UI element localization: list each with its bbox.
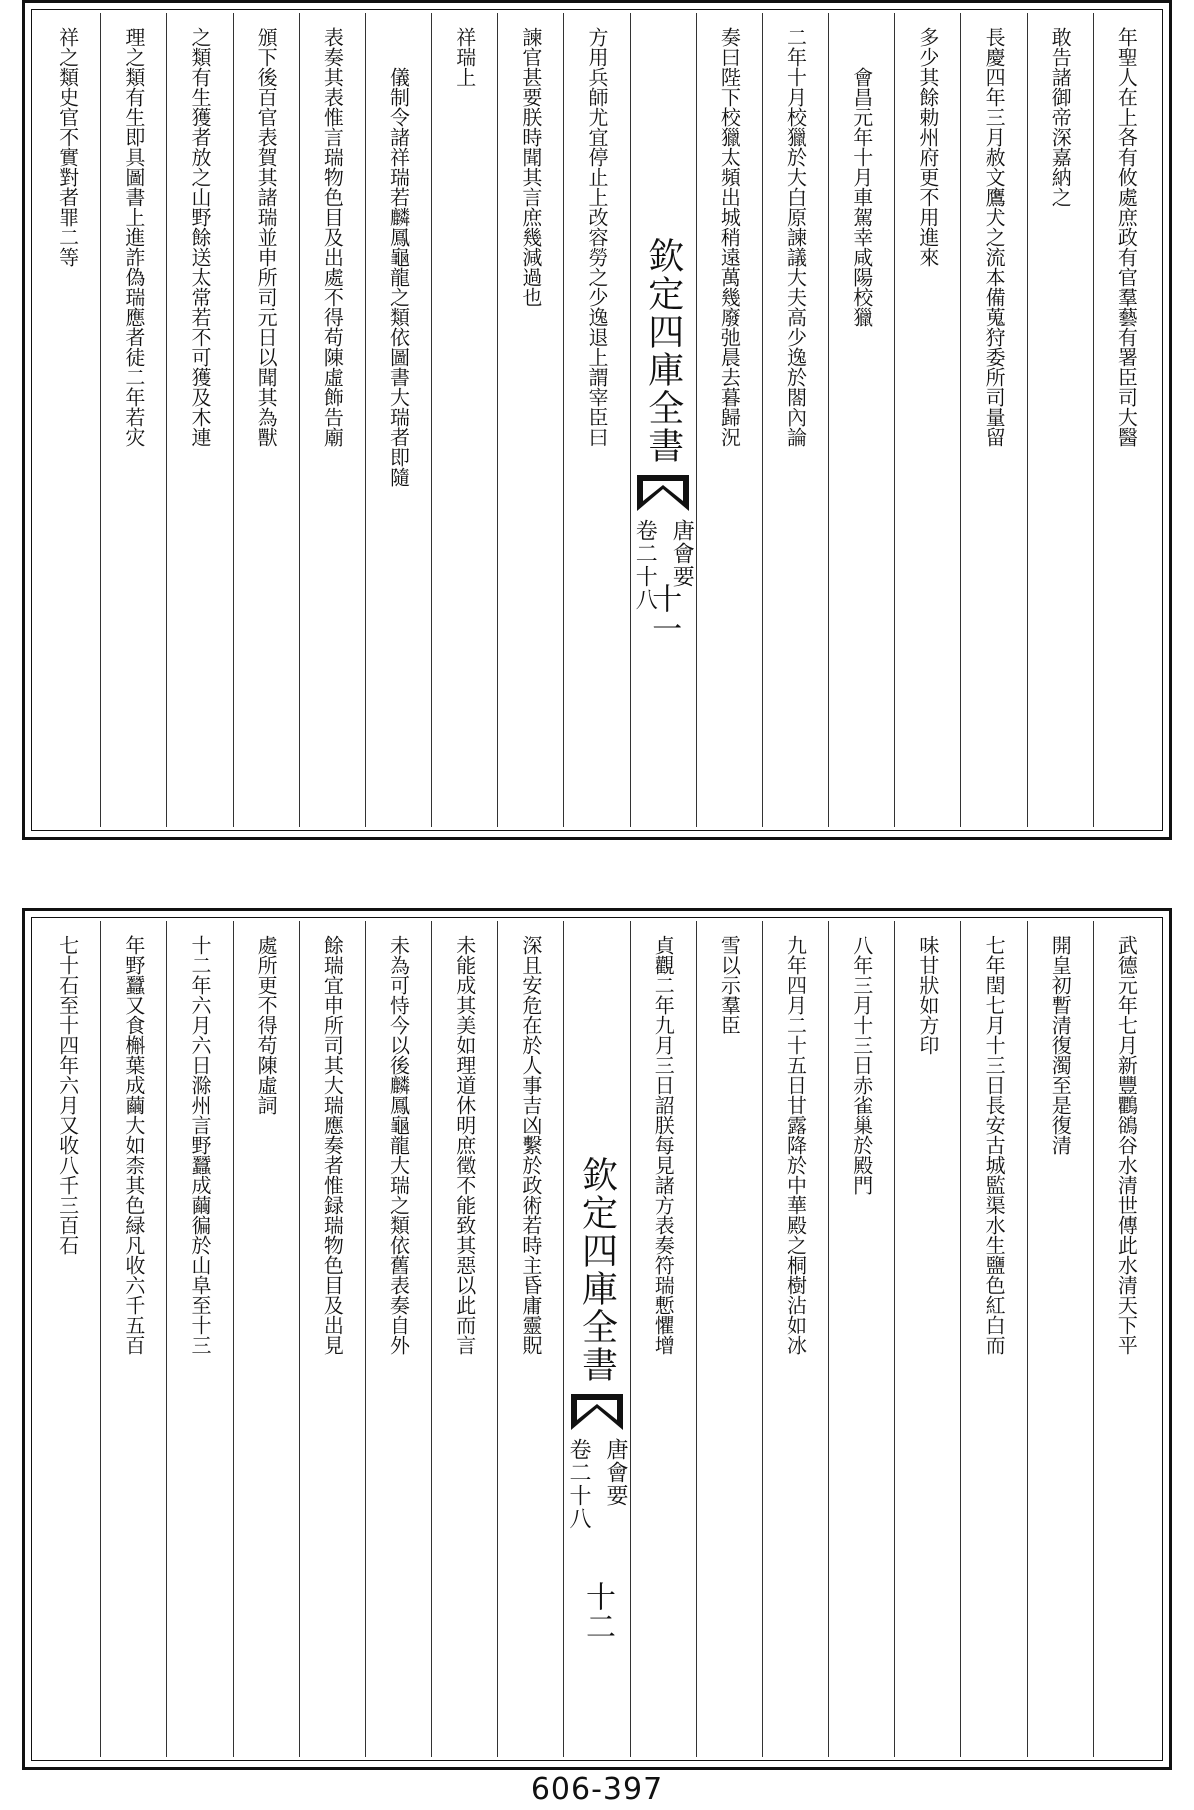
text-column: 七年閏七月十三日長安古城監渠水生鹽色紅白而: [960, 921, 1026, 1757]
text-column: 祥之類史官不實對者罪二等: [55, 27, 80, 267]
fish-tail-mark-icon: [635, 471, 691, 515]
text-column: 二年十月校獵於大白原諫議大夫高少逸於閤內論: [762, 13, 828, 827]
text-column: 理之類有生即具圖書上進詐偽瑞應者徒二年若灾: [100, 13, 166, 827]
text-column: 七十石至十四年六月又收八千三百石: [55, 935, 80, 1255]
bottom-text-body: [35, 921, 1159, 1757]
center-fold: [563, 921, 629, 1757]
text-column: 之類有生獲者放之山野餘送太常若不可獲及木連: [166, 13, 232, 827]
page-number: 606-397: [530, 1772, 664, 1807]
text-column: 雪以示羣臣: [696, 921, 762, 1757]
text-column: 深且安危在於人事吉凶繫於政術若時主昏庸靈貺: [497, 921, 563, 1757]
folio-number: 十一: [646, 583, 682, 643]
top-text-body: [35, 13, 1159, 827]
top-page: [22, 0, 1172, 840]
text-column: 十二年六月六日滁州言野蠶成繭徧於山阜至十三: [166, 921, 232, 1757]
text-column: 方用兵師尤宜停止上改容勞之少逸退上謂宰臣曰: [563, 13, 629, 827]
text-column: 祥瑞上: [431, 13, 497, 827]
text-column: 奏曰陛下校獵太頻出城稍遠萬幾廢弛晨去暮歸況: [696, 13, 762, 827]
volume-number: 卷二十八: [566, 1438, 592, 1530]
volume-number: 卷二十八: [632, 519, 658, 611]
book-title: 唐會要: [603, 1438, 629, 1507]
fish-tail-mark-icon: [569, 1390, 625, 1434]
text-column: 多少其餘勅州府更不用進來: [894, 13, 960, 827]
text-column: 年野蠶又食槲葉成繭大如柰其色緑凡收六千五百: [100, 921, 166, 1757]
text-column: 九年四月二十五日甘露降於中華殿之桐樹沾如冰: [762, 921, 828, 1757]
text-column: 敢告諸御帝深嘉納之: [1027, 13, 1093, 827]
text-column: 長慶四年三月赦文鷹犬之流本備蒐狩委所司量留: [960, 13, 1026, 827]
text-column: 未能成其美如理道休明庶徵不能致其惡以此而言: [431, 921, 497, 1757]
text-column: 未為可恃今以後麟鳳龜龍大瑞之類依舊表奏自外: [365, 921, 431, 1757]
text-column: 八年三月十三日赤雀巢於殿門: [828, 921, 894, 1757]
center-fold: [630, 13, 696, 827]
text-column: 開皇初暫清復濁至是復清: [1027, 921, 1093, 1757]
text-column: 會昌元年十月車駕幸咸陽校獵: [828, 13, 894, 827]
text-column: 餘瑞宜申所司其大瑞應奏者惟録瑞物色目及出見: [299, 921, 365, 1757]
text-column: 味甘狀如方印: [894, 921, 960, 1757]
text-column: 諫官甚要朕時聞其言庶幾減過也: [497, 13, 563, 827]
section-heading: 儀制令諸祥瑞若麟鳳龜龍之類依圖書大瑞者即隨: [365, 13, 431, 827]
text-column: 表奏其表惟言瑞物色目及出處不得苟陳虛飾告廟: [299, 13, 365, 827]
book-title: 唐會要: [669, 519, 695, 588]
text-column: 頒下後百官表賀其諸瑞並申所司元日以聞其為獸: [233, 13, 299, 827]
text-column: 年聖人在上各有攸處庶政有官羣藝有署臣司大醫: [1093, 13, 1159, 827]
library-title: 欽定四庫全書: [642, 237, 684, 465]
text-column: 處所更不得苟陳虛詞: [233, 921, 299, 1757]
library-title: 欽定四庫全書: [576, 1156, 618, 1384]
text-column: 貞觀二年九月三日詔朕每見諸方表奏符瑞慙懼增: [630, 921, 696, 1757]
book-volume: [563, 1438, 629, 1530]
bottom-page: [22, 908, 1172, 1770]
folio-number: 十二: [580, 1581, 616, 1641]
text-column: 武德元年七月新豐鸜鵒谷水清世傳此水清天下平: [1093, 921, 1159, 1757]
